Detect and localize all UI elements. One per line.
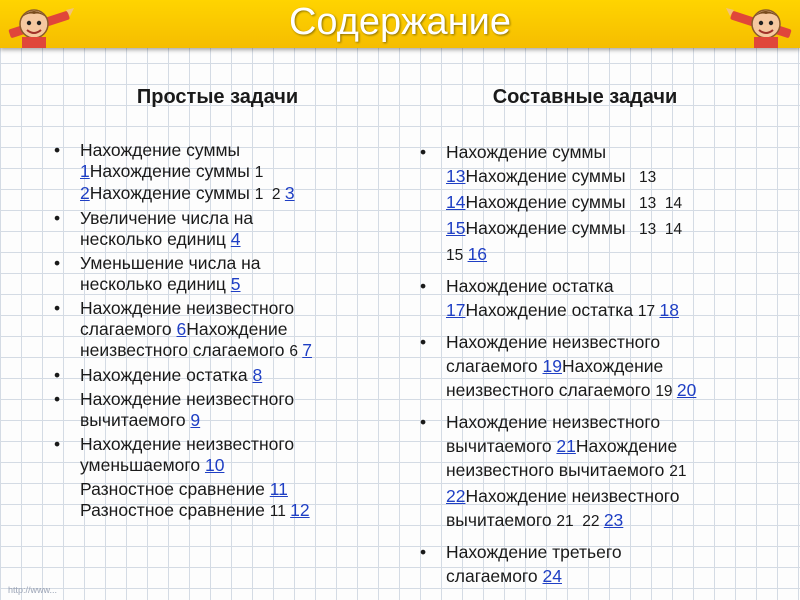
item-text: несколько единиц [80, 229, 231, 249]
list-item-line [80, 183, 387, 205]
list-item-line [80, 500, 387, 522]
list-item [52, 389, 387, 431]
item-text: Нахождение неизвестного [446, 412, 661, 432]
slide-link[interactable]: 22 [446, 486, 466, 506]
list-item-line [446, 540, 763, 564]
item-text: неизвестного слагаемого [80, 340, 290, 360]
item-text: слагаемого [80, 319, 177, 339]
list-item-line [446, 354, 763, 378]
slide-link[interactable]: 5 [230, 274, 241, 294]
list-item-line [446, 298, 763, 324]
slide-link[interactable]: 15 [446, 218, 466, 238]
column-heading-simple: Простые задачи [136, 86, 299, 108]
list-item-line [446, 484, 763, 508]
slide-link[interactable]: 24 [542, 566, 562, 586]
page-number-text: 1 [254, 164, 264, 181]
slide-link[interactable]: 6 [176, 319, 187, 339]
item-text: Нахождение неизвестного [446, 332, 661, 352]
item-text: Нахождение суммы [89, 161, 255, 181]
compound-tasks-list [418, 140, 763, 594]
list-item-line [446, 216, 763, 242]
list-item-line [80, 479, 387, 500]
page-number-text: 1 2 [254, 186, 285, 203]
list-item [418, 330, 763, 404]
item-text: Нахождение суммы [89, 183, 255, 203]
page-number-text: 13 14 [630, 221, 683, 238]
list-item-line [80, 274, 387, 295]
list-item-line [446, 190, 763, 216]
list-item [418, 410, 763, 534]
slide-link[interactable]: 13 [446, 166, 466, 186]
item-text: вычитаемого [446, 510, 557, 530]
list-item-line [446, 164, 763, 190]
slide-link[interactable]: 16 [467, 244, 488, 264]
list-item-line [80, 410, 387, 431]
item-text: Нахождение [186, 319, 288, 339]
item-text: несколько единиц [80, 274, 231, 294]
list-item-line [80, 229, 387, 250]
list-item-line [80, 208, 387, 229]
slide-link[interactable]: 7 [302, 340, 312, 360]
list-item [52, 479, 387, 522]
item-text: неизвестного слагаемого [446, 380, 656, 400]
list-item-line [446, 140, 763, 164]
slide-link[interactable]: 9 [190, 410, 201, 430]
slide-link[interactable]: 14 [446, 192, 466, 212]
slide-link[interactable]: 1 [80, 161, 90, 181]
item-text: вычитаемого [446, 436, 557, 456]
slide-link[interactable]: 2 [80, 183, 90, 203]
item-text: уменьшаемого [80, 455, 205, 475]
list-item [52, 253, 387, 295]
list-item-line [80, 365, 387, 386]
item-text: Нахождение неизвестного [80, 434, 295, 454]
slide-link[interactable]: 20 [676, 380, 697, 400]
item-text: Уменьшение числа на [80, 253, 261, 273]
item-text: Нахождение неизвестного [80, 298, 295, 318]
slide-link[interactable]: 17 [446, 300, 466, 320]
list-item-line [80, 455, 387, 476]
list-item [52, 434, 387, 476]
simple-tasks-list [52, 140, 387, 525]
page-number-text: 13 [630, 169, 657, 186]
list-item-line [446, 378, 763, 404]
item-text: Нахождение неизвестного [80, 389, 295, 409]
list-item-line [80, 434, 387, 455]
footer-watermark: http://www... [8, 585, 58, 595]
slide-link[interactable]: 18 [659, 300, 679, 320]
page-title: Содержание [288, 1, 512, 43]
list-item-line [80, 298, 387, 319]
list-item-line [446, 458, 763, 484]
list-item-line [80, 389, 387, 410]
page-number-text: 11 [269, 503, 291, 520]
list-item [52, 140, 387, 205]
item-text: Разностное сравнение [80, 479, 270, 499]
item-text: Нахождение суммы [80, 140, 241, 160]
item-text: вычитаемого [80, 410, 191, 430]
slide-link[interactable]: 19 [542, 356, 562, 376]
list-item-line [446, 274, 763, 298]
list-item [52, 365, 387, 386]
column-heading-compound: Составные задачи [492, 86, 678, 108]
page-number-text: 17 [637, 303, 660, 320]
item-text: Нахождение суммы [465, 218, 631, 238]
item-text: Нахождение суммы [465, 192, 631, 212]
slide-link[interactable]: 3 [284, 183, 295, 203]
list-item-line [446, 434, 763, 458]
slide-link[interactable]: 11 [269, 479, 288, 499]
item-text: Нахождение неизвестного [465, 486, 680, 506]
slide-link[interactable]: 4 [230, 229, 241, 249]
item-text: Нахождение остатка [80, 365, 253, 385]
list-item-line [80, 161, 387, 183]
item-text: Нахождение [561, 356, 664, 376]
list-item-line [446, 330, 763, 354]
list-item-line [446, 564, 763, 588]
list-item-line [446, 242, 763, 268]
item-text: Нахождение третьего [446, 542, 622, 562]
slide-link[interactable]: 23 [603, 510, 624, 530]
item-text: Разностное сравнение [80, 500, 270, 520]
page-number-text: 21 22 [556, 513, 604, 530]
slide-link[interactable]: 8 [252, 365, 263, 385]
list-item-line [446, 410, 763, 434]
page-number-text: 6 [289, 343, 303, 360]
item-text: слагаемого [446, 356, 543, 376]
item-text: Нахождение суммы [465, 166, 631, 186]
page-number-text: 15 [446, 247, 468, 264]
list-item [52, 298, 387, 362]
slide-link[interactable]: 12 [290, 500, 310, 520]
list-item-line [80, 140, 387, 161]
item-text: Нахождение [575, 436, 678, 456]
item-text: неизвестного вычитаемого [446, 460, 670, 480]
list-item-line [80, 253, 387, 274]
list-item [52, 208, 387, 250]
page-number-text: 21 [669, 463, 687, 480]
page-number-text: 19 [655, 383, 677, 400]
list-item-line [446, 508, 763, 534]
item-text: Нахождение остатка [465, 300, 638, 320]
slide-link[interactable]: 10 [204, 455, 225, 475]
item-text: Увеличение числа на [80, 208, 254, 228]
list-item [418, 540, 763, 588]
list-item [418, 274, 763, 324]
item-text: Нахождение остатка [446, 276, 614, 296]
list-item-line [80, 340, 387, 362]
item-text: Нахождение суммы [446, 142, 607, 162]
list-item-line [80, 319, 387, 340]
slide-link[interactable]: 21 [556, 436, 576, 456]
item-text: слагаемого [446, 566, 543, 586]
page-number-text: 13 14 [630, 195, 683, 212]
list-item [418, 140, 763, 268]
